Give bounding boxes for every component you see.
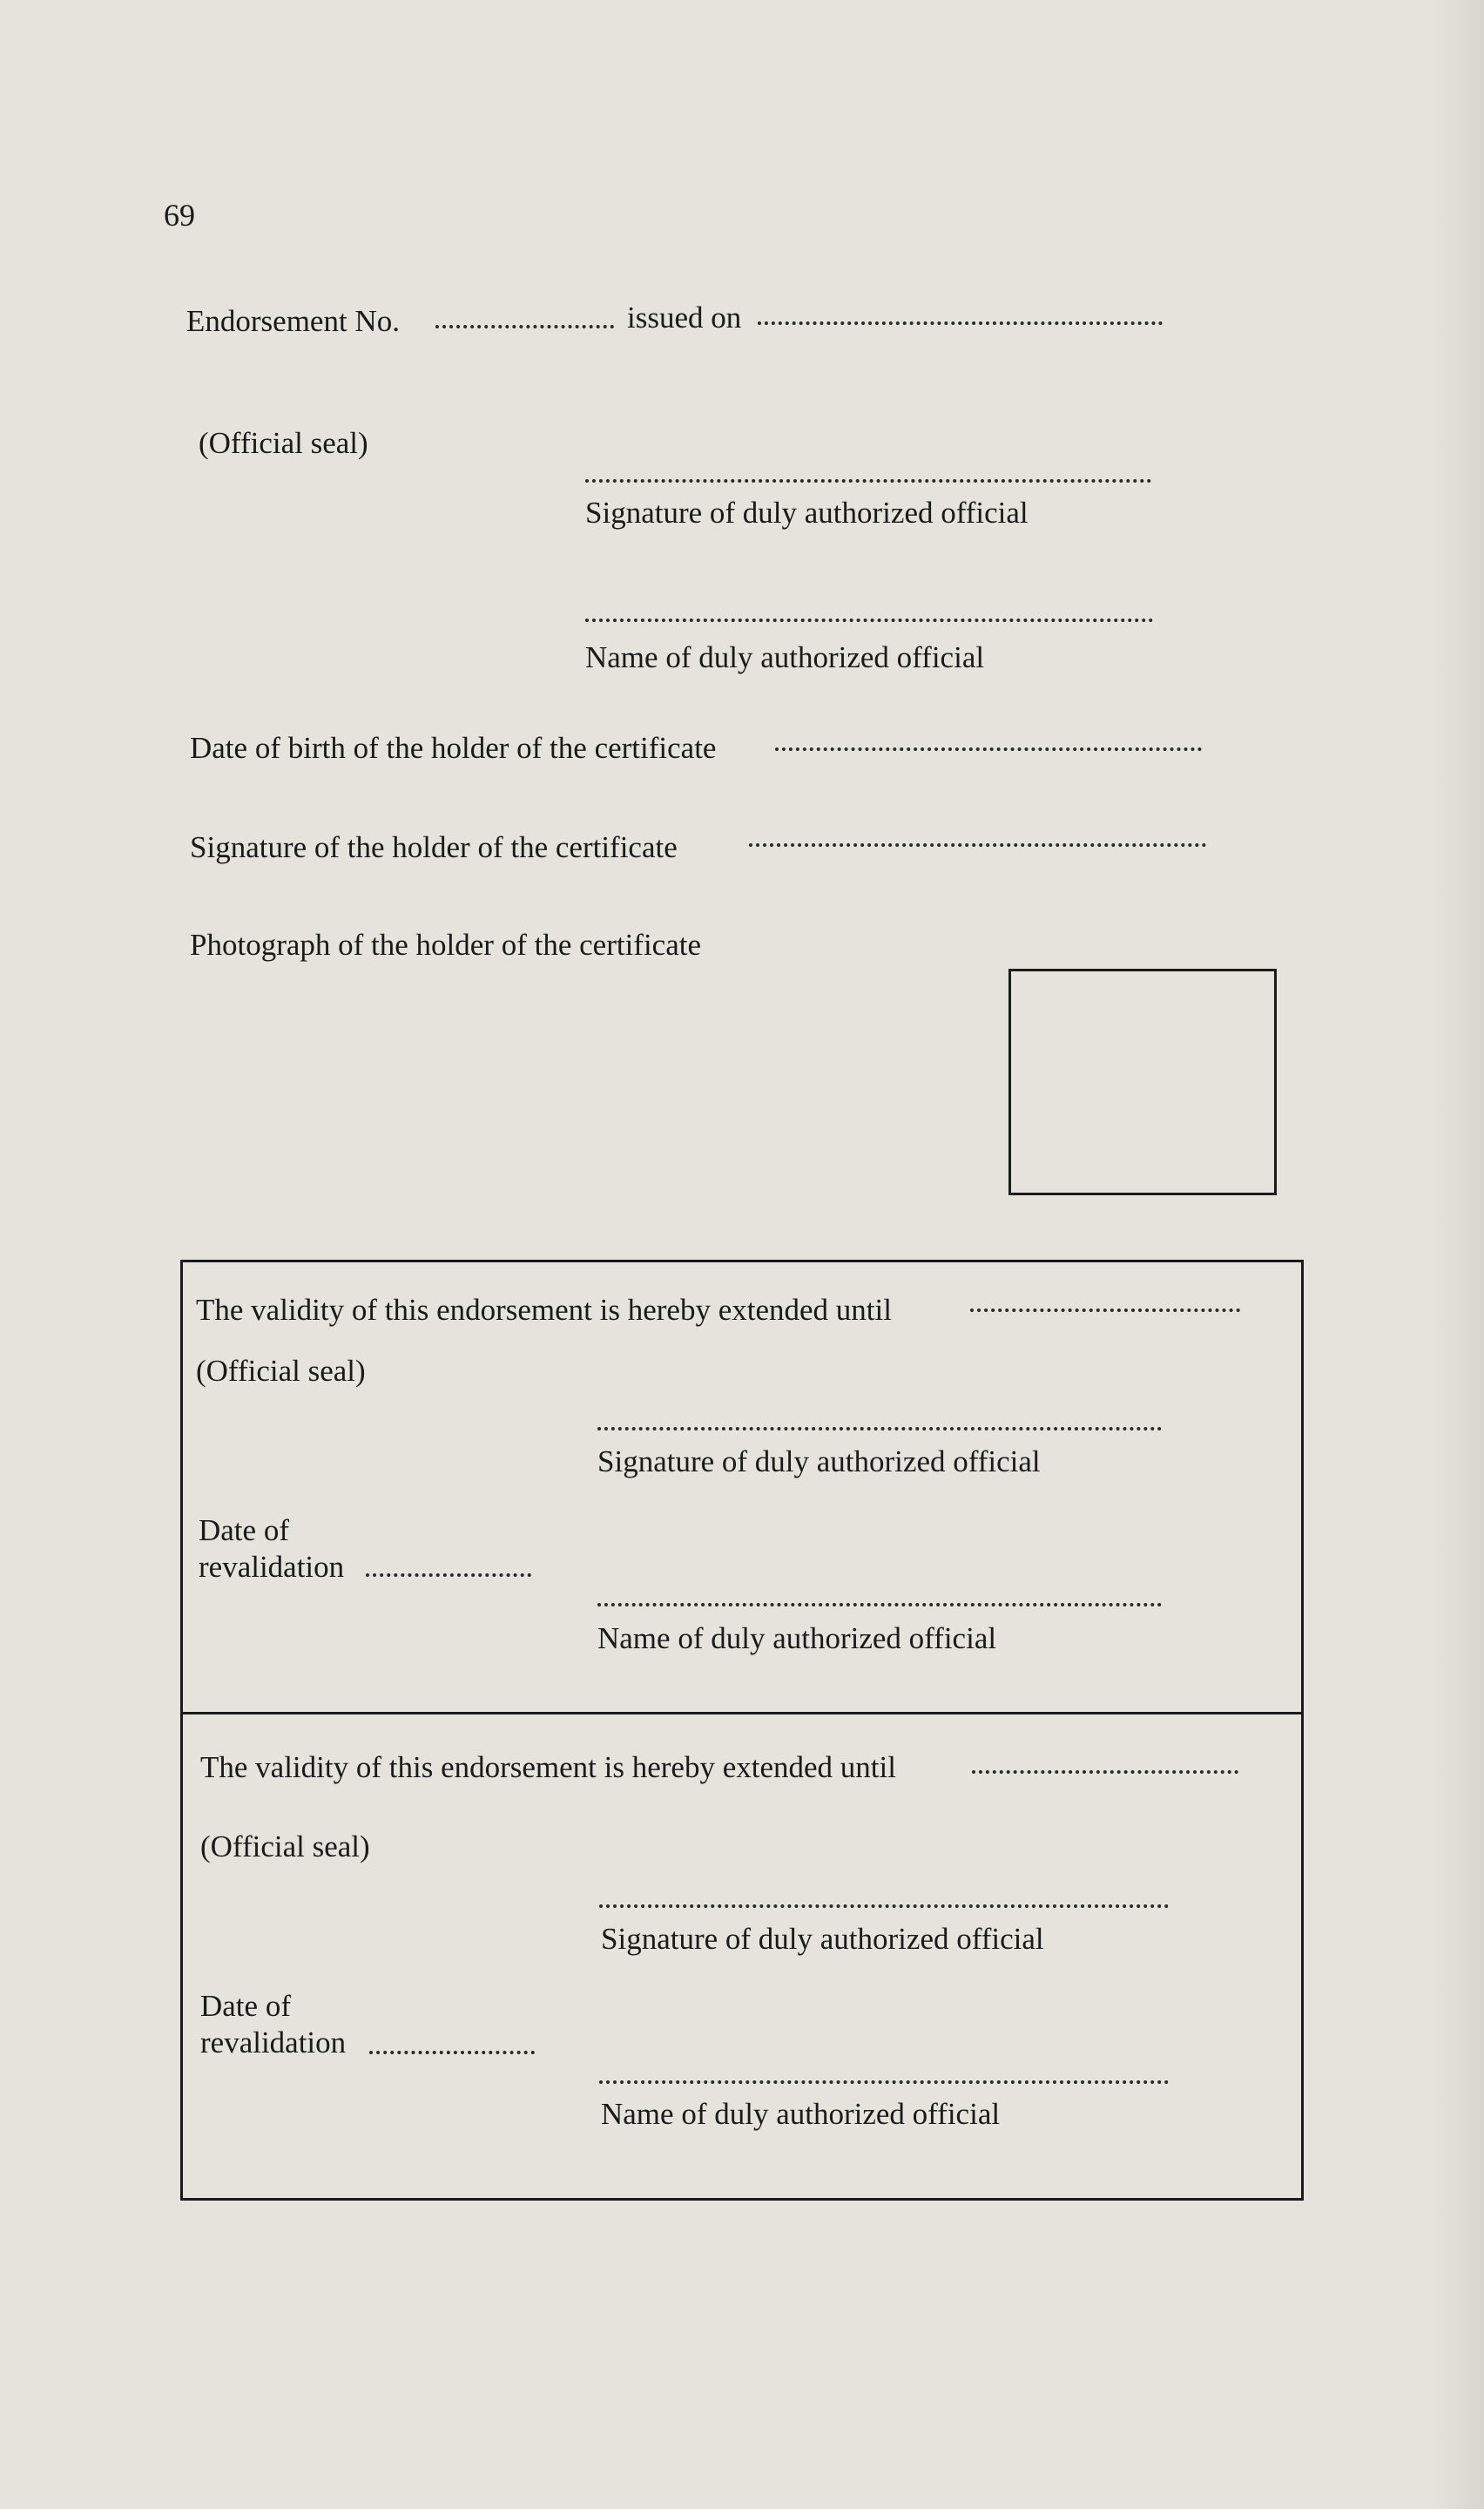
revalidation-date-label-continued: revalidation <box>199 1550 345 1584</box>
revalidation-date-label: Date of <box>199 1513 289 1547</box>
official-signature-label: Signature of duly authorized official <box>597 1444 1041 1478</box>
holder-dob-field[interactable] <box>775 747 1202 751</box>
revalidation-date-field[interactable] <box>366 1573 531 1577</box>
extended-until-field[interactable] <box>970 1309 1240 1312</box>
endorsement-number-field[interactable] <box>435 325 614 328</box>
official-signature-label: Signature of duly authorized official <box>585 496 1029 530</box>
extended-until-field[interactable] <box>972 1770 1238 1774</box>
official-name-field[interactable] <box>585 619 1153 622</box>
holder-dob-label: Date of birth of the holder of the certificate <box>190 731 717 765</box>
photo-box[interactable] <box>1008 969 1277 1195</box>
official-name-label: Name of duly authorized official <box>601 2097 1001 2131</box>
official-name-label: Name of duly authorized official <box>597 1621 997 1655</box>
official-seal-label: (Official seal) <box>196 1354 366 1388</box>
holder-signature-label: Signature of the holder of the certificate <box>190 830 678 864</box>
endorsement-number-label: Endorsement No. <box>186 304 400 338</box>
official-signature-field[interactable] <box>585 479 1151 483</box>
official-signature-label: Signature of duly authorized official <box>601 1922 1044 1956</box>
issued-on-label: issued on <box>627 301 742 335</box>
revalidation-box <box>180 1260 1304 2201</box>
page-edge-shadow <box>1433 0 1484 2509</box>
official-name-label: Name of duly authorized official <box>585 640 985 674</box>
official-seal-label: (Official seal) <box>199 426 368 460</box>
official-name-field[interactable] <box>599 2080 1169 2084</box>
extended-until-label: The validity of this endorsement is hereby extended until <box>200 1750 896 1784</box>
extended-until-label: The validity of this endorsement is hereby extended until <box>196 1293 892 1327</box>
holder-signature-field[interactable] <box>749 843 1206 847</box>
holder-photo-label: Photograph of the holder of the certificate <box>190 928 702 962</box>
revalidation-date-label: Date of <box>200 1989 291 2023</box>
official-signature-field[interactable] <box>599 1904 1169 1908</box>
page-number: 69 <box>164 198 195 233</box>
official-seal-label: (Official seal) <box>200 1829 370 1863</box>
revalidation-divider <box>180 1712 1304 1714</box>
official-signature-field[interactable] <box>597 1427 1162 1430</box>
official-name-field[interactable] <box>597 1603 1162 1606</box>
revalidation-date-label-continued: revalidation <box>200 2025 347 2059</box>
issued-on-field[interactable] <box>758 321 1163 325</box>
revalidation-date-field[interactable] <box>369 2051 535 2054</box>
